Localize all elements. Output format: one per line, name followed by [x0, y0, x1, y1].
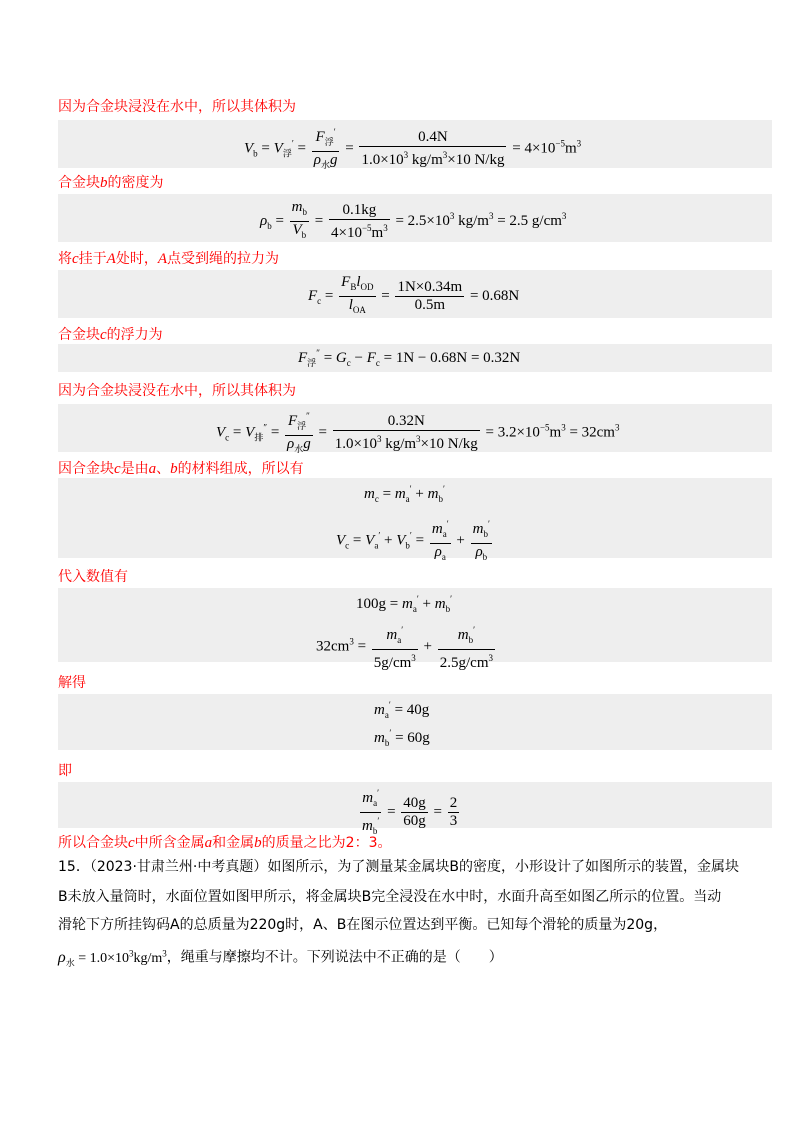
solution-line-7: 代入数值有 [58, 569, 128, 585]
question-line-1: 15．（2023·甘肃兰州·中考真题）如图所示，为了测量某金属块B的密度，小形设计了如图所示的装置，金属块 [58, 859, 739, 875]
solution-line-3: 将c挂于A处时，A点受到绳的拉力为 [58, 251, 280, 267]
equation-1: $V_b = V_浮'$ = $\frac{F_浮'}{\rho_水g}$ = $\frac{0.4N}{1.0\times 10^3 kg/m^3\times 10 N/kg}$ = $4\times 10^{-5}m^3$ [244, 124, 581, 174]
solution-line-4: 合金块c的浮力为 [58, 327, 163, 343]
equation-6: $m_c = m_a' + m_b'$ [364, 484, 445, 504]
equation-11: $m_b' = 60g$ [374, 728, 430, 748]
solution-conclusion: 所以合金块c中所含金属a和金属b的质量之比为2：3。 [58, 835, 392, 851]
equation-5: $V_c = V_排''$ = $\frac{F_浮''}{\rho_水g}$ = $\frac{0.32N}{1.0\times 10^3 kg/m^3\times 10 N/kg}$ = $3.2\times 10^{-5}m^3 = 32cm^3$ [216, 408, 619, 458]
equation-8: $100g = m_a' + m_b'$ [356, 594, 453, 614]
equation-9: $32cm^3$ = $\frac{m_a'}{5g/cm^3}$ + $\frac{m_b'}{2.5g/cm^3}$ [316, 622, 497, 672]
question-line-4-text: ，绳重与摩擦均不计。下列说法中不正确的是（ ） [166, 949, 503, 966]
solution-line-5: 因为合金块浸没在水中，所以其体积为 [58, 383, 296, 399]
equation-12: $\frac{m_a'}{m_b'}$ = $\frac{40g}{60g}$ = $\frac{2}{3}$ [358, 785, 461, 840]
question-line-3: 滑轮下方所挂钩码A的总质量为220g时，A、B在图示位置达到平衡。已知每个滑轮的质量为20g， [58, 917, 668, 933]
solution-line-1: 因为合金块浸没在水中，所以其体积为 [58, 99, 296, 115]
question-line-4: $\rho_水 = 1.0\times 10^3kg/m^3$，绳重与摩擦均不计。下列说法中不正确的是（ ） [58, 948, 503, 968]
question-line-2: B未放入量筒时，水面位置如图甲所示，将金属块B完全浸没在水中时，水面升高至如图乙所示的位置。当动 [58, 889, 722, 905]
solution-line-8: 解得 [58, 675, 86, 691]
equation-4: $F_浮'' = G_c - F_c = 1N - 0.68N = 0.32N$ [298, 348, 521, 368]
equation-2: $\rho_b$ = $\frac{m_b}{V_b}$ = $\frac{0.1kg}{4\times 10^{-5}m^3}$ = $2.5\times 10^3$ $kg/m^3 = 2.5$ $g/cm^3$ [260, 199, 567, 241]
equation-3: $F_c$ = $\frac{F_Bl_{OD}}{l_{OA}}$ = $\frac{1N\times 0.34m}{0.5m}$ = 0.68N [308, 274, 520, 315]
equation-10: $m_a' = 40g$ [374, 700, 430, 720]
solution-line-9: 即 [58, 763, 72, 779]
solution-line-2: 合金块b的密度为 [58, 175, 164, 191]
equation-7: $V_c = V_a' + V_b'$ = $\frac{m_a'}{\rho_a}$ + $\frac{m_b'}{\rho_b}$ [336, 516, 494, 566]
solution-line-6: 因合金块c是由a、b的材料组成，所以有 [58, 461, 304, 477]
